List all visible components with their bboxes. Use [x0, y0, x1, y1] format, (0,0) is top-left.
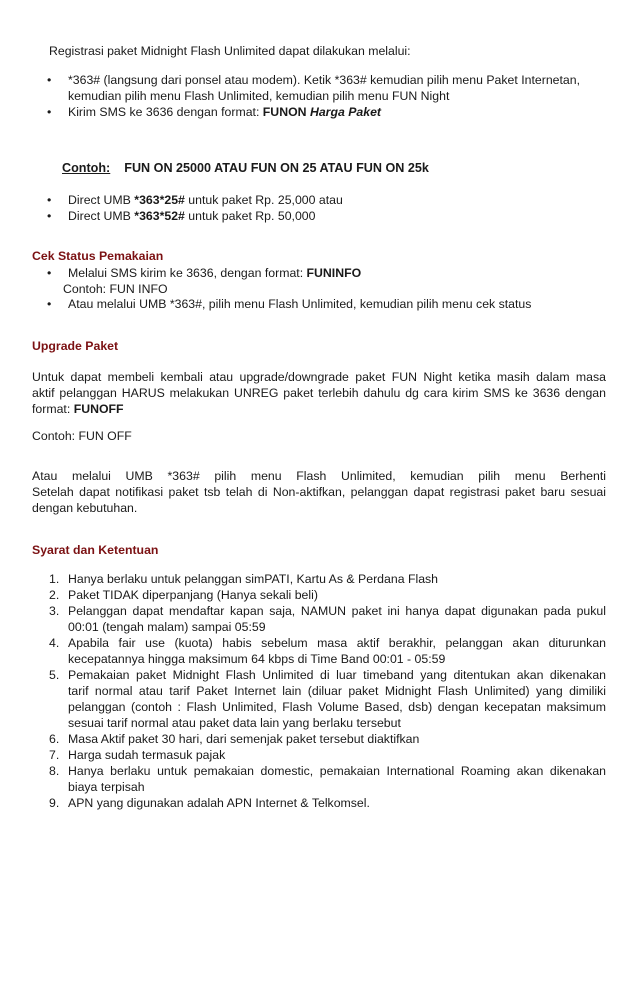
terms-item-7-line-1: [49, 747, 226, 763]
terms-item-text: APN yang digunakan adalah APN Internet & Telkomsel.: [68, 796, 370, 810]
upgrade-paragraph-line-2: aktif pelanggan HARUS melakukan UNREG paket terlebih dahulu dg cara kirim SMS ke 3636 dengan: [32, 386, 606, 400]
terms-item-4-line-2: [68, 651, 445, 667]
intro-text: Registrasi paket Midnight Flash Unlimited dapat dilakukan melalui:: [49, 44, 411, 58]
syarat-heading: Syarat dan Ketentuan: [32, 543, 159, 557]
reg-bullet-2: • Kirim SMS ke 3636 dengan format: FUNON Harga Paket: [68, 104, 381, 120]
terms-item-8-line-1: [49, 763, 606, 779]
upgrade-paragraph-line-1: Untuk dapat membeli kembali atau upgrade/downgrade paket FUN Night ketika masih dalam masa: [32, 370, 606, 384]
terms-item-6-line-1: [49, 731, 420, 747]
terms-item-text: kecepatannya hingga maksimum 64 kbps di Time Band 00:01 - 05:59: [68, 652, 446, 666]
terms-item-text: Harga sudah termasuk pajak: [68, 748, 226, 762]
terms-item-text: Hanya berlaku untuk pelanggan simPATI, Kartu As & Perdana Flash: [68, 572, 439, 586]
terms-item-text: tarif normal atau tarif Paket Internet lain (diluar paket Midnight Flash Unlimited) yang dimiliki: [68, 684, 606, 698]
terms-item-5-line-4: [68, 715, 401, 731]
umb-bullet-1: • Direct UMB *363*25# untuk paket Rp. 25,000 atau: [68, 192, 343, 208]
terms-item-9-line-1: [49, 795, 370, 811]
terms-item-number: 9.: [49, 796, 60, 810]
contoh-text: FUN ON 25000 ATAU FUN ON 25 ATAU FUN ON 25k: [124, 161, 429, 175]
terms-item-1-line-1: [49, 571, 439, 587]
terms-item-number: 1.: [49, 572, 60, 586]
terms-item-4-line-1: [49, 635, 606, 651]
terms-item-2-line-1: [49, 587, 318, 603]
cek-bullet-1: • Melalui SMS kirim ke 3636, dengan format: FUNINFO: [68, 265, 361, 281]
cek-example: Contoh: FUN INFO: [63, 282, 168, 296]
terms-item-number: 6.: [49, 732, 60, 746]
terms-item-text: Masa Aktif paket 30 hari, dari semenjak paket tersebut diaktifkan: [68, 732, 420, 746]
terms-item-text: Paket TIDAK diperpanjang (Hanya sekali beli): [68, 588, 318, 602]
terms-item-5-line-2: [68, 683, 606, 699]
terms-item-text: 00:01 (tengah malam) sampai 05:59: [68, 620, 266, 634]
umb-bullet-2: • Direct UMB *363*52# untuk paket Rp. 50,000: [68, 208, 315, 224]
terms-item-number: 3.: [49, 604, 60, 618]
upgrade-example: Contoh: FUN OFF: [32, 429, 132, 443]
terms-item-text: biaya terpisah: [68, 780, 145, 794]
cek-status-heading: Cek Status Pemakaian: [32, 249, 164, 263]
terms-item-text: sesuai tarif normal atau paket data lain yang berlaku tersebut: [68, 716, 401, 730]
reg-bullet-1-line-1: • *363# (langsung dari ponsel atau modem). Ketik *363# kemudian pilih menu Paket Internetan,: [68, 72, 580, 88]
terms-item-number: 7.: [49, 748, 60, 762]
terms-item-3-line-2: [68, 619, 266, 635]
terms-item-3-line-1: [49, 603, 606, 619]
terms-item-number: 5.: [49, 668, 60, 682]
contoh-example: [62, 160, 429, 176]
terms-item-5-line-3: [68, 699, 606, 715]
upgrade-paragraph-line-3: format: FUNOFF: [32, 402, 124, 416]
terms-item-text: Apabila fair use (kuota) habis sebelum masa aktif berakhir, pelanggan akan diturunkan: [68, 636, 606, 650]
terms-item-text: Hanya berlaku untuk pemakaian domestic, pemakaian International Roaming akan dikenakan: [68, 764, 606, 778]
atau-paragraph-line-2: Setelah dapat notifikasi paket tsb telah di Non-aktifkan, pelanggan dapat registrasi paket baru sesuai: [32, 485, 606, 499]
atau-paragraph-line-3: dengan kebutuhan.: [32, 501, 138, 515]
terms-item-number: 8.: [49, 764, 60, 778]
terms-item-number: 2.: [49, 588, 60, 602]
terms-item-8-line-2: [68, 779, 145, 795]
terms-item-text: pelanggan (contoh : Flash Unlimited, Flash Volume Based, dsb) dengan kecepatan maksimum: [68, 700, 606, 714]
terms-item-5-line-1: [49, 667, 606, 683]
upgrade-heading: Upgrade Paket: [32, 339, 119, 353]
reg-bullet-1-line-2: kemudian pilih menu Flash Unlimited, kemudian pilih menu FUN Night: [68, 89, 450, 103]
terms-item-text: Pelanggan dapat mendaftar kapan saja, NAMUN paket ini hanya dapat digunakan pada pukul: [68, 604, 606, 618]
terms-item-number: 4.: [49, 636, 60, 650]
contoh-label: Contoh:: [62, 161, 111, 175]
cek-bullet-2: • Atau melalui UMB *363#, pilih menu Flash Unlimited, kemudian pilih menu cek status: [68, 296, 531, 312]
terms-item-text: Pemakaian paket Midnight Flash Unlimited di luar timeband yang ditentukan akan dikenakan: [68, 668, 606, 682]
atau-paragraph-line-1: Atau melalui UMB *363# pilih menu Flash Unlimited, kemudian pilih menu Berhenti: [32, 469, 606, 483]
